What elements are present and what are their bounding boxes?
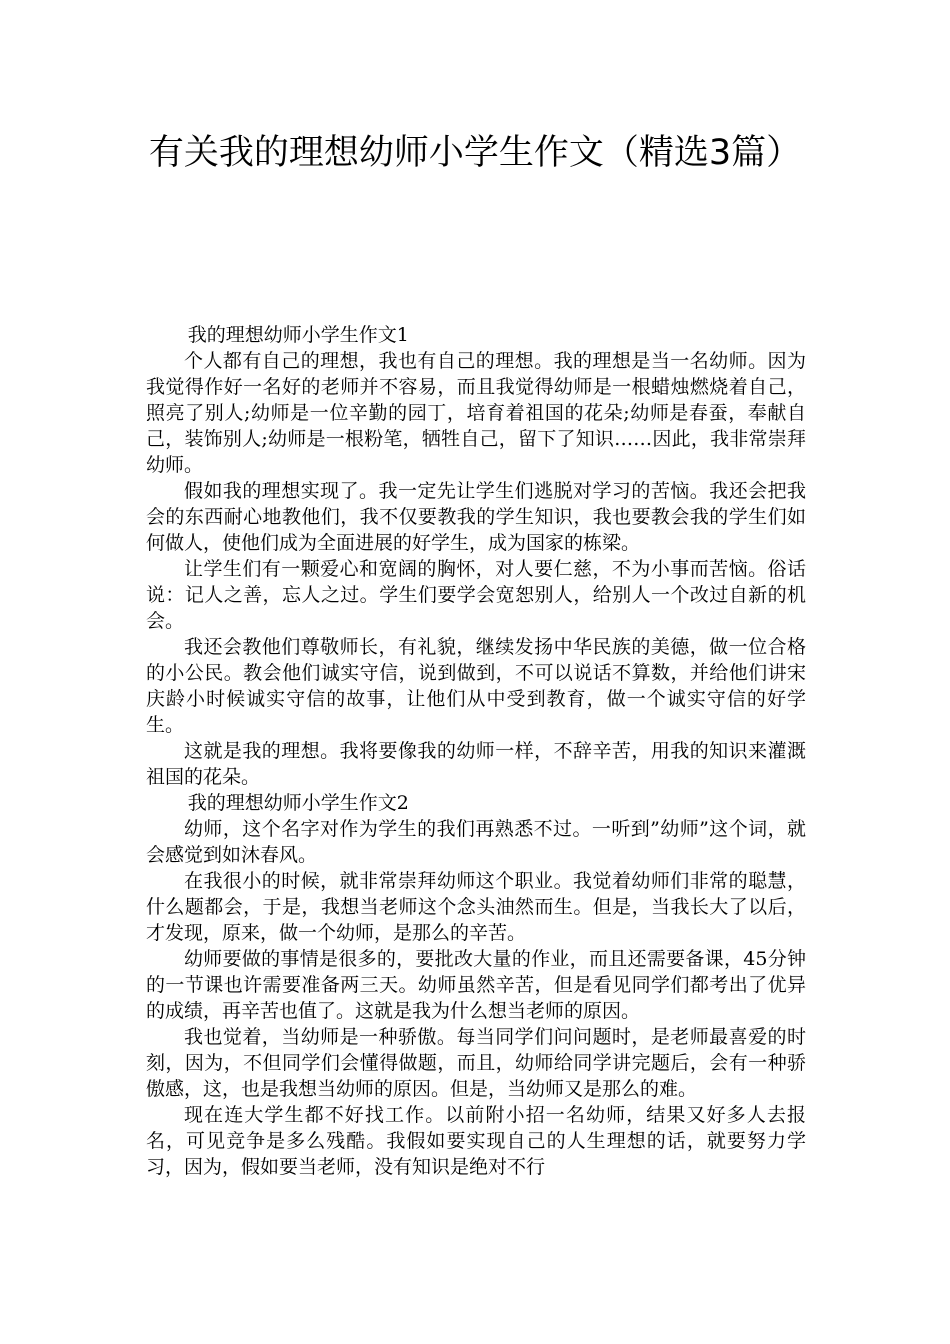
paragraph: 让学生们有一颗爱心和宽阔的胸怀，对人要仁慈，不为小事而苦恼。俗话说：记人之善，忘人之过。学生们要学会宽恕别人，给别人一个改过自新的机会。: [146, 558, 806, 632]
paragraph: 在我很小的时候，就非常崇拜幼师这个职业。我觉着幼师们非常的聪慧，什么题都会，于是，我想当老师这个念头油然而生。但是，当我长大了以后，才发现，原来，做一个幼师，是那么的辛苦。: [146, 870, 806, 944]
paragraph: 我也觉着，当幼师是一种骄傲。每当同学们问问题时，是老师最喜爱的时刻，因为，不但同学们会懂得做题，而且，幼师给同学讲完题后，会有一种骄傲感，这，也是我想当幼师的原因。但是，当幼师又是那么的难。: [146, 1026, 806, 1100]
paragraph: 幼师，这个名字对作为学生的我们再熟悉不过。一听到”幼师”这个词，就会感觉到如沐春风。: [146, 818, 806, 866]
paragraph: 假如我的理想实现了。我一定先让学生们逃脱对学习的苦恼。我还会把我会的东西耐心地教他们，我不仅要教我的学生知识，我也要教会我的学生们如何做人，使他们成为全面进展的好学生，成为国家的栋梁。: [146, 480, 806, 554]
paragraph: 我还会教他们尊敬师长，有礼貌，继续发扬中华民族的美德，做一位合格的小公民。教会他们诚实守信，说到做到，不可以说话不算数，并给他们讲宋庆龄小时候诚实守信的故事，让他们从中受到教育，做一个诚实守信的好学生。: [146, 636, 806, 736]
paragraph: 这就是我的理想。我将要像我的幼师一样，不辞辛苦，用我的知识来灌溉祖国的花朵。: [146, 740, 806, 788]
paragraph: 现在连大学生都不好找工作。以前附小招一名幼师，结果又好多人去报名，可见竞争是多么残酷。我假如要实现自己的人生理想的话，就要努力学习，因为，假如要当老师，没有知识是绝对不行: [146, 1104, 806, 1178]
paragraph: 幼师要做的事情是很多的，要批改大量的作业，而且还需要备课，45分钟的一节课也许需要准备两三天。幼师虽然辛苦，但是看见同学们都考出了优异的成绩，再辛苦也值了。这就是我为什么想当老师的原因。: [146, 948, 806, 1022]
document-title: 有关我的理想幼师小学生作文（精选3篇）: [148, 133, 802, 173]
document-body: [146, 322, 806, 1180]
essay-heading-2: 我的理想幼师小学生作文2: [187, 792, 409, 814]
paragraph: 个人都有自己的理想，我也有自己的理想。我的理想是当一名幼师。因为我觉得作好一名好的老师并不容易，而且我觉得幼师是一根蜡烛燃烧着自己，照亮了别人;幼师是一位辛勤的园丁，培育着祖国的花朵;幼师是春蚕，奉献自己，装饰别人;幼师是一根粉笔，牺牲自己，留下了知识……因此，我非常崇拜幼师。: [146, 350, 806, 476]
essay-heading-1: 我的理想幼师小学生作文1: [187, 324, 409, 346]
